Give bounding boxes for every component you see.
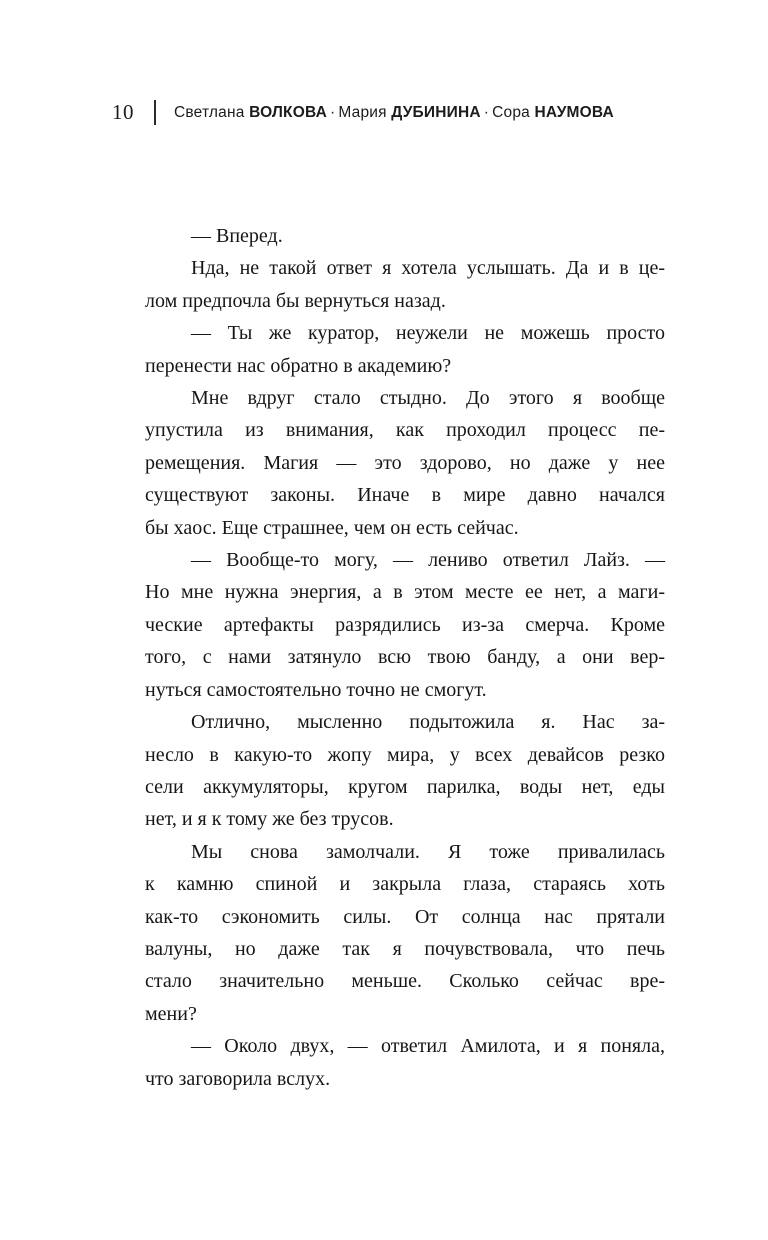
text-line: к камню спиной и закрыла глаза, стараясь хоть (145, 873, 665, 896)
text-line: мени? (145, 1002, 197, 1025)
book-text (145, 220, 665, 1095)
author-last-name: ДУБИНИНА (391, 103, 481, 121)
text-line: того, с нами затянуло всю твою банду, а они вер- (145, 646, 665, 669)
paragraph (145, 836, 665, 1030)
author-separator: · (329, 103, 336, 121)
text-line: бы хаос. Еще страшнее, чем он есть сейчас. (145, 516, 519, 539)
text-line: валуны, но даже так я почувствовала, что печь (145, 937, 665, 960)
page-number: 10 (112, 100, 134, 124)
text-line: перенести нас обратно в академию? (145, 354, 452, 377)
text-line: Мы снова замолчали. Я тоже привалилась (191, 840, 665, 863)
paragraph (145, 1030, 665, 1095)
paragraph (145, 544, 665, 706)
text-line: как-то сэкономить силы. От солнца нас прятали (145, 905, 665, 928)
text-line: — Вперед. (191, 225, 283, 247)
text-line: ческие артефакты разрядились из-за смерча. Кроме (145, 613, 665, 636)
author-last-name: ВОЛКОВА (249, 103, 327, 121)
text-line: лом предпочла бы вернуться назад. (145, 289, 446, 312)
text-line: Мне вдруг стало стыдно. До этого я вообще (191, 387, 665, 410)
text-line: — Ты же куратор, неужели не можешь просто (191, 322, 665, 345)
text-line: что заговорила вслух. (145, 1067, 331, 1090)
text-line: сели аккумуляторы, кругом парилка, воды нет, еды (145, 775, 665, 798)
paragraph (145, 317, 665, 382)
author-last-name: НАУМОВА (534, 103, 614, 121)
text-line: упустила из внимания, как проходил процесс пе- (145, 419, 665, 442)
paragraph (145, 252, 665, 317)
text-line: Отлично, мысленно подытожила я. Нас за- (191, 711, 665, 734)
author-separator: · (483, 103, 490, 121)
author-first-name: Светлана (174, 103, 245, 121)
paragraph (145, 220, 665, 252)
paragraph (145, 382, 665, 544)
authors-line (174, 104, 614, 122)
author-first-name: Сора (492, 103, 530, 121)
text-line: Но мне нужна энергия, а в этом месте ее нет, а маги- (145, 581, 665, 604)
running-head (112, 100, 614, 125)
text-line: существуют законы. Иначе в мире давно начался (145, 484, 665, 507)
header-divider (154, 100, 156, 125)
text-line: нуться самостоятельно точно не смогут. (145, 678, 487, 701)
text-line: Нда, не такой ответ я хотела услышать. Да и в це- (191, 257, 665, 280)
text-line: стало значительно меньше. Сколько сейчас вре- (145, 970, 665, 993)
text-line: — Около двух, — ответил Амилота, и я поняла, (191, 1035, 665, 1058)
text-line: нет, и я к тому же без трусов. (145, 808, 394, 831)
paragraph (145, 706, 665, 836)
author-first-name: Мария (338, 103, 387, 121)
text-line: — Вообще-то могу, — лениво ответил Лайз. — (191, 549, 665, 572)
text-line: несло в какую-то жопу мира, у всех девайсов резко (145, 743, 665, 766)
text-line: ремещения. Магия — это здорово, но даже у нее (145, 451, 665, 474)
